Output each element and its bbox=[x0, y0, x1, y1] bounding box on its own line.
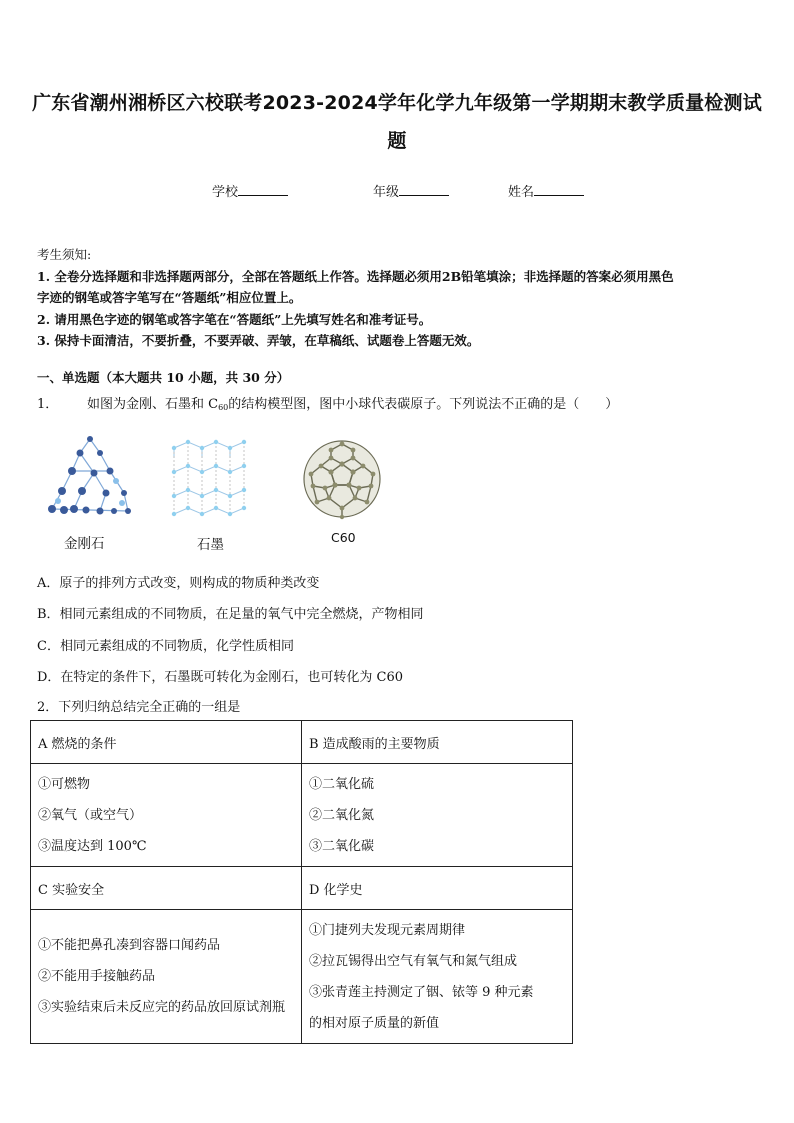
section-heading: 一、单选题（本大题共 10 小题，共 30 分） bbox=[37, 370, 290, 385]
title-line-1: 广东省潮州湘桥区六校联考2023-2024学年化学九年级第一学期期末教学质量检测试 bbox=[32, 92, 762, 114]
page-title bbox=[30, 84, 764, 160]
cell-a-head: A 燃烧的条件 bbox=[31, 721, 302, 764]
cell-a-items: ①可燃物 ②氧气（或空气） ③温度达到 100℃ bbox=[31, 764, 302, 867]
question-1-stem: 1． 如图为金刚、石墨和 $C_{60}$的结构模型图，图中小球代表碳原子。下列说法不正确的是（ ） bbox=[37, 393, 618, 412]
question-number: 1． bbox=[37, 397, 59, 412]
grade-field[interactable]: 年级 bbox=[373, 181, 449, 200]
summary-table bbox=[30, 720, 573, 1044]
caption-diamond: 金刚石 bbox=[64, 536, 105, 552]
cell-c-head: C 实验安全 bbox=[31, 867, 302, 910]
caption-c60: C60 bbox=[331, 530, 356, 545]
cell-d-head: D 化学史 bbox=[302, 867, 573, 910]
notice-item: 字迹的钢笔或答字笔写在“答题纸”相应位置上。 bbox=[37, 290, 302, 305]
question-2-stem: 2．下列归纳总结完全正确的一组是 bbox=[37, 700, 241, 715]
notice-item: 3. 保持卡面清洁，不要折叠，不要弄破、弄皱，在草稿纸、试题卷上答题无效。 bbox=[37, 333, 480, 348]
notice-item: 1. 全卷分选择题和非选择题两部分，全部在答题纸上作答。选择题必须用2B铅笔填涂；非选择题的答案必须用黑色 bbox=[37, 268, 674, 284]
name-field[interactable]: 姓名 bbox=[508, 181, 584, 200]
notice-item: 2. 请用黑色字迹的钢笔或答字笔在“答题纸”上先填写姓名和准考证号。 bbox=[37, 311, 432, 327]
cell-d-items: ①门捷列夫发现元素周期律 ②拉瓦锡得出空气有氧气和氮气组成 ③张青莲主持测定了铟、铱等 9 种元素 的相对原子质量的新值 bbox=[302, 910, 573, 1044]
cell-b-items: ①二氧化硫 ②二氧化氮 ③二氧化碳 bbox=[302, 764, 573, 867]
school-field[interactable]: 学校 bbox=[212, 181, 288, 200]
exam-notice bbox=[37, 244, 757, 352]
caption-graphite: 石墨 bbox=[197, 537, 224, 553]
graphite-structure-image bbox=[168, 438, 254, 520]
cell-b-head: B 造成酸雨的主要物质 bbox=[302, 721, 573, 764]
title-line-2: 题 bbox=[387, 130, 407, 152]
option-d[interactable]: D．在特定的条件下，石墨既可转化为金刚石，也可转化为 C60 bbox=[37, 670, 404, 685]
notice-heading: 考生须知: bbox=[37, 247, 92, 262]
cell-c-items: ①不能把鼻孔凑到容器口闻药品 ②不能用手接触药品 ③实验结束后未反应完的药品放回原试剂瓶 bbox=[31, 910, 302, 1044]
diamond-structure-image bbox=[44, 433, 132, 517]
option-c[interactable]: C．相同元素组成的不同物质，化学性质相同 bbox=[37, 639, 294, 654]
option-a[interactable]: A．原子的排列方式改变，则构成的物质种类改变 bbox=[37, 576, 320, 591]
c60-structure-image bbox=[297, 436, 387, 522]
option-b[interactable]: B．相同元素组成的不同物质，在足量的氧气中完全燃烧，产物相同 bbox=[37, 607, 424, 622]
